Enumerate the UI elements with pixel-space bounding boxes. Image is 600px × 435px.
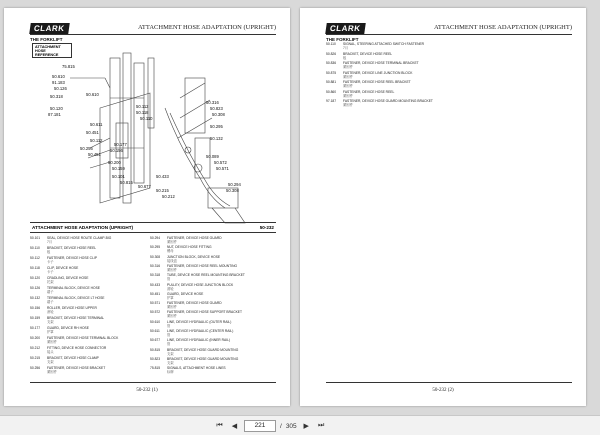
part-description	[167, 329, 262, 337]
part-description	[167, 264, 262, 272]
logo-wordmark: CLARK	[29, 23, 69, 34]
callout-label: 50.110	[140, 116, 153, 121]
part-number: 50.572	[150, 310, 161, 315]
part-description	[47, 266, 142, 274]
part-number: 50.126	[30, 286, 41, 290]
part-description-text: BRACKET, DEVICE HOSE REEL	[47, 246, 97, 250]
figure-caption-bar	[30, 222, 276, 233]
callout-label: 50.159	[112, 166, 125, 171]
part-number: 50.316	[150, 263, 161, 268]
first-page-icon: ⏮	[216, 422, 223, 429]
part-description-text: FASTENER, DEVICE HOSE GUARD	[167, 236, 222, 240]
part-description-translation: 护罩	[167, 295, 174, 300]
part-description-translation: 接线盒	[167, 258, 177, 263]
callout-label: 50.101	[112, 174, 125, 179]
document-page-right	[300, 8, 586, 406]
part-description-text: TERMINAL BLOCK, DEVICE HOSE	[47, 286, 101, 290]
part-number: 50.610	[150, 319, 161, 324]
part-number: 50.110	[30, 246, 40, 250]
footer-divider	[326, 382, 572, 383]
part-description	[167, 338, 262, 346]
part-number: 50.156	[30, 306, 41, 310]
part-description-text: ROLLER, DEVICE HOSE UPPER	[47, 306, 97, 310]
part-description-text: FASTENER, DEVICE HOSE REEL	[343, 89, 395, 94]
callout-label: 50.433	[156, 174, 169, 179]
first-page-button[interactable]	[214, 421, 225, 432]
part-number: 50.294	[150, 236, 161, 240]
prev-page-icon: ◀	[231, 423, 238, 430]
part-description	[47, 356, 142, 364]
callout-label: 50.610	[86, 92, 99, 97]
part-description-translation: 支架	[167, 351, 174, 356]
part-number: 50.611	[150, 329, 160, 333]
callout-label: 50.295	[210, 124, 223, 129]
part-description-text: FASTENER, DEVICE HOSE GUARD MOUNTING BRACKET	[343, 99, 433, 103]
part-number: 50.132	[30, 296, 41, 300]
part-description-text: TUBE, DEVICE HOSE REEL MOUNTING BRACKET	[167, 273, 245, 278]
part-description-text: FASTENER, DEVICE HOSE CLIP	[47, 256, 98, 260]
callout-label: 50.112	[90, 138, 103, 143]
part-number: 50.200	[30, 336, 41, 340]
callout-label: 50.451	[86, 130, 99, 135]
part-description-text: FASTENER, DEVICE HOSE REEL BRACKET	[343, 80, 411, 84]
clark-logo	[326, 18, 366, 42]
part-description-text: CLIP, DEVICE HOSE	[47, 266, 79, 270]
total-pages: 305	[285, 422, 297, 430]
part-number: 50.118	[30, 266, 40, 270]
part-description	[343, 52, 438, 60]
logo-tagline: THE FORKLIFT	[30, 37, 63, 42]
part-description-text: FASTENER, DEVICE LINE JUNCTION BLOCK	[343, 70, 413, 75]
callout-label: 50.126	[54, 86, 67, 91]
part-description-translation: 紧固件	[343, 65, 353, 69]
part-description-text: NUT, DEVICE HOSE FITTING	[167, 245, 212, 250]
callout-label: 50.451	[88, 152, 101, 157]
part-number: 50.823	[150, 356, 161, 361]
part-number: 75.815	[150, 366, 161, 371]
part-description	[167, 273, 262, 281]
part-description-text: CRADLING, DEVICE HOSE	[47, 276, 89, 280]
part-number: 50.875	[326, 70, 337, 75]
callout-label: 75.815	[62, 64, 75, 69]
part-description	[47, 276, 142, 284]
part-description-text: SIGNAL, STEERING ATTACHED SWITCH FASTENER	[343, 42, 425, 46]
part-description	[47, 256, 142, 264]
callout-label: 50.294	[228, 182, 241, 187]
document-page-left	[4, 8, 290, 406]
part-number: 50.159	[30, 316, 41, 320]
part-description	[343, 61, 438, 69]
part-number: 50.433	[150, 282, 161, 287]
part-number: 97.187	[326, 99, 337, 103]
diagram-drawing	[30, 38, 276, 228]
part-description-translation: 管	[167, 277, 171, 282]
figure-caption-number: 50-232	[259, 225, 274, 230]
part-description	[343, 99, 438, 107]
part-description	[167, 292, 262, 300]
part-description-translation: 板	[343, 55, 347, 60]
logo-tagline: THE FORKLIFT	[326, 37, 359, 42]
callout-label: 50.212	[162, 194, 175, 199]
callout-label: 50.823	[210, 106, 223, 111]
part-description	[167, 348, 262, 356]
part-description-text: BRACKET, DEVICE HOSE GUARD MOUNTING	[167, 356, 239, 361]
part-number: 50.177	[30, 326, 41, 330]
reference-box	[32, 43, 72, 58]
part-description-translation: 7月	[343, 46, 349, 50]
reference-box-line: ATTACHMENT HOSE	[35, 45, 61, 53]
callout-label: 50.118	[136, 110, 149, 115]
page-footer-number: 50-232 (2)	[432, 388, 454, 393]
part-description-translation: 紧固件	[343, 84, 353, 88]
part-description-translation: 紧固件	[167, 305, 177, 310]
part-description-text: FASTENER, DEVICE HOSE TERMINAL BRACKET	[343, 61, 419, 65]
page-navigation	[214, 420, 327, 432]
part-number: 50.815	[150, 347, 161, 352]
callout-label: 50.120	[50, 106, 63, 111]
part-description-translation: 紧固件	[343, 74, 353, 79]
callout-label: 50.308	[226, 188, 239, 193]
page-footer-number: 50-232 (1)	[136, 388, 158, 393]
part-number: 50.110	[326, 42, 336, 46]
callout-label: 50.132	[210, 136, 223, 141]
last-page-button[interactable]	[316, 421, 327, 432]
part-description	[343, 42, 438, 50]
part-number: 50.215	[30, 356, 41, 360]
part-number: 50.836	[326, 61, 337, 65]
parts-list-column	[326, 42, 506, 112]
part-description	[167, 236, 262, 244]
current-page-input[interactable]: 221	[244, 420, 276, 432]
part-number: 50.112	[30, 256, 40, 260]
parts-list-right-column	[150, 236, 276, 376]
callout-label: 50.571	[216, 166, 229, 171]
parts-list-left-column	[30, 236, 150, 376]
part-description-text: BRACKET, DEVICE HOSE REEL	[343, 51, 393, 56]
part-description-translation: 板	[47, 250, 51, 254]
part-description	[167, 245, 262, 253]
figure-caption-title: ATTACHMENT HOSE ADAPTATION (UPRIGHT)	[32, 225, 134, 230]
reference-box-line: REFERENCE	[35, 53, 59, 57]
header-divider	[326, 34, 572, 35]
part-description	[343, 90, 438, 98]
part-description-text: FASTENER, DEVICE HOSE SUPPORT BRACKET	[167, 310, 242, 315]
part-description-translation: 管	[167, 342, 171, 347]
callout-label: 50.089	[206, 154, 219, 159]
part-description-text: JUNCTION BLOCK, DEVICE HOSE	[167, 254, 221, 259]
part-description-translation: 管	[167, 333, 171, 337]
part-number: 50.101	[30, 236, 41, 240]
part-number: 50.677	[150, 338, 161, 343]
part-description-translation: 接头	[47, 350, 54, 354]
part-description	[47, 296, 142, 304]
part-description-translation: 螺母	[167, 249, 174, 254]
part-description-translation: 紧固件	[167, 314, 177, 319]
part-description-text: BRACKET, DEVICE HOSE TERMINAL	[47, 316, 105, 320]
part-description-translation: 紧固件	[47, 370, 57, 374]
part-description-text: FASTENER, DEVICE HOSE BRACKET	[47, 366, 106, 370]
part-description-text: FITTING, DEVICE HOSE CONNECTOR	[47, 346, 107, 350]
callout-label: 50.677	[138, 184, 151, 189]
part-description	[343, 71, 438, 79]
part-description	[47, 236, 142, 244]
page-header-title: ATTACHMENT HOSE ADAPTATION (UPRIGHT)	[433, 24, 572, 31]
part-description	[47, 246, 142, 254]
part-description-text: GUARD, DEVICE HOSE	[167, 291, 204, 296]
part-description	[343, 80, 438, 88]
part-description-text: SEAL, DEVICE HOSE ROUTE CLAMP-BIG	[47, 236, 112, 240]
part-number: 50.295	[150, 245, 161, 250]
part-description-translation: 端子	[47, 300, 54, 304]
part-description-text: BRACKET, DEVICE HOSE GUARD MOUNTING	[167, 347, 239, 352]
next-page-button[interactable]	[301, 421, 312, 432]
header-divider	[30, 34, 276, 35]
part-number: 50.308	[150, 254, 161, 259]
part-description-text: LINE, DEVICE HYDRAULIC (CENTER RAIL)	[167, 329, 234, 333]
part-description-translation: 护罩	[47, 330, 54, 334]
page-separator: /	[280, 422, 282, 430]
part-number: 50.318	[150, 273, 161, 278]
callout-label: 50.611	[90, 122, 103, 127]
part-description	[47, 306, 142, 314]
part-description-translation: 紧固件	[343, 93, 353, 98]
part-description	[47, 336, 142, 344]
part-description	[167, 283, 262, 291]
part-number: 50.120	[30, 276, 41, 280]
part-description-translation: 紧固件	[343, 103, 353, 107]
part-description-translation: 卡子	[47, 270, 54, 274]
part-description-text: BRACKET, DEVICE HOSE CLAMP	[47, 356, 99, 360]
callout-label: 50.318	[50, 94, 63, 99]
callout-label: 50.177	[114, 142, 127, 147]
callout-label: 50.200	[108, 160, 121, 165]
part-description-translation: 支架	[47, 360, 54, 364]
part-description	[167, 320, 262, 328]
part-description-translation: 托架	[47, 280, 54, 284]
part-number: 50.571	[150, 301, 161, 306]
part-description-translation: 卡子	[47, 260, 54, 264]
callout-label: 50.316	[206, 100, 219, 105]
part-number: 50.826	[326, 51, 337, 56]
part-description-text: FASTENER, DEVICE HOSE REEL MOUNTING	[167, 263, 238, 268]
part-description-translation: 标牌	[167, 370, 174, 375]
part-number: 50.212	[30, 346, 41, 350]
part-description	[47, 366, 142, 374]
callout-label: 50.215	[156, 188, 169, 193]
part-number: 50.451	[150, 291, 161, 296]
exploded-parts-diagram	[30, 38, 276, 228]
callout-label: 50.815	[120, 180, 133, 185]
callout-label: 50.610	[52, 74, 65, 79]
part-description	[47, 316, 142, 324]
part-description	[167, 357, 262, 365]
callout-label: 50.308	[212, 112, 225, 117]
part-description-text: FASTENER, DEVICE HOSE GUARD	[167, 301, 222, 306]
callout-label: 50.156	[110, 148, 123, 153]
part-description-translation: 滑轮	[167, 286, 174, 291]
part-description	[47, 346, 142, 354]
last-page-icon: ⏭	[318, 422, 325, 429]
part-description-text: PULLEY, DEVICE HOSE JUNCTION BLOCK	[167, 282, 234, 287]
part-description-text: TERMINAL BLOCK, DEVICE LT HOSE	[47, 296, 105, 300]
part-description-translation: 滚轮	[47, 310, 54, 314]
part-number: 50.860	[326, 89, 337, 94]
part-description	[167, 366, 262, 374]
part-description-text: LINE, DEVICE HYDRAULIC (INNER RAIL)	[167, 338, 231, 343]
part-description-translation: 管	[167, 323, 171, 328]
callout-label: 50.256	[80, 146, 93, 151]
callout-label: 91.183	[52, 80, 65, 85]
callout-label: 50.112	[136, 104, 149, 109]
part-description-translation: 7月	[47, 240, 53, 244]
footer-divider	[30, 382, 276, 383]
part-description-text: GUARD, DEVICE RH HOSE	[47, 326, 89, 330]
part-description-translation: 紧固件	[167, 240, 177, 244]
part-description	[47, 286, 142, 294]
callout-label: 87.181	[48, 112, 61, 117]
part-number: 50.256	[30, 366, 41, 370]
viewer-toolbar	[0, 415, 600, 435]
part-description	[167, 310, 262, 318]
part-description-text: FASTENER, DEVICE HOSE TERMINAL BLOCK	[47, 336, 119, 340]
logo-wordmark: CLARK	[325, 23, 365, 34]
part-description	[167, 301, 262, 309]
callout-label: 50.572	[214, 160, 227, 165]
prev-page-button[interactable]	[229, 421, 240, 432]
part-description-translation: 紧固件	[167, 267, 177, 272]
part-description-translation: 紧固件	[47, 340, 57, 344]
part-description-text: LINE, DEVICE HYDRAULIC (OUTER RAIL)	[167, 319, 232, 324]
part-description-text: SIGNALS, ATTACHMENT HOSE LINES	[167, 366, 226, 371]
part-number: 50.881	[326, 80, 337, 84]
part-description-translation: 支架	[47, 320, 54, 324]
next-page-icon: ▶	[303, 423, 309, 430]
page-header-title: ATTACHMENT HOSE ADAPTATION (UPRIGHT)	[137, 24, 276, 31]
part-description-translation: 支架	[167, 360, 174, 365]
part-description	[47, 326, 142, 334]
part-description	[167, 255, 262, 263]
part-description-translation: 端子	[47, 290, 54, 294]
